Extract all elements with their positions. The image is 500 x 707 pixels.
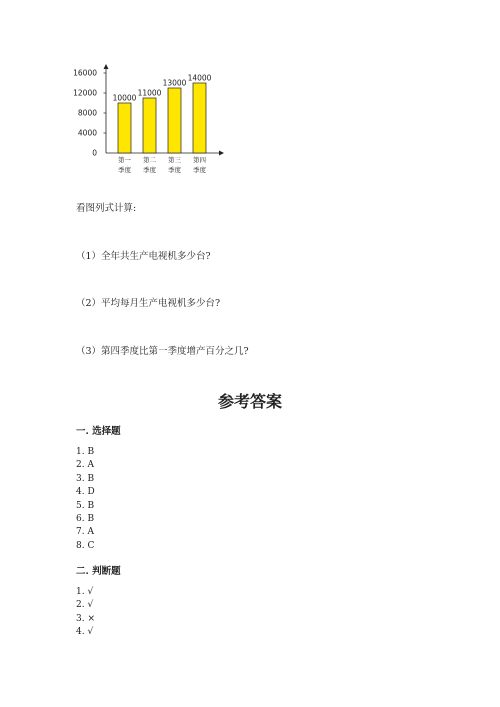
data-label: 14000: [187, 73, 212, 83]
list-item: 2. √: [76, 600, 94, 611]
list-item: 2. A: [76, 460, 94, 471]
question-prompt: 看图列式计算:: [76, 203, 137, 214]
list-item: 4. D: [76, 487, 95, 498]
list-item: 3. ×: [76, 613, 95, 624]
x-tick-label: 季度: [193, 166, 206, 174]
x-tick-label: 第二: [143, 156, 156, 164]
bar: [118, 103, 131, 153]
list-item: 8. C: [76, 540, 95, 551]
choice-answer-list: [76, 446, 95, 553]
y-tick-label: 8000: [77, 108, 97, 118]
data-label: 10000: [112, 93, 137, 103]
judge-answer-list: [76, 586, 95, 640]
list-item: 7. A: [76, 527, 94, 538]
x-tick-label: 第三: [168, 156, 181, 164]
list-item: 4. √: [76, 627, 94, 638]
answer-title: 参考答案: [217, 392, 282, 411]
x-axis-arrow: [219, 151, 224, 156]
y-tick-label: 0: [92, 148, 97, 158]
section-heading-choice: 一. 选择题: [76, 426, 121, 437]
y-tick-label: 12000: [73, 88, 97, 98]
data-label: 11000: [137, 88, 162, 98]
list-item: 3. B: [76, 473, 95, 484]
bar: [168, 88, 181, 153]
bar-chart: [68, 62, 228, 182]
list-item: 6. B: [76, 513, 95, 524]
bar: [193, 83, 206, 153]
bar: [143, 98, 156, 153]
bar-chart-svg: [68, 62, 228, 182]
x-tick-label: 第四: [193, 156, 206, 164]
question-item-2: （2）平均每月生产电视机多少台?: [76, 298, 221, 309]
question-item-3: （3）第四季度比第一季度增产百分之几?: [76, 346, 249, 357]
x-tick-label: 季度: [168, 166, 181, 174]
y-axis-arrow: [104, 64, 109, 69]
list-item: 1. √: [76, 587, 94, 597]
data-label: 13000: [162, 78, 187, 88]
y-tick-label: 16000: [73, 68, 97, 78]
question-item-1: （1）全年共生产电视机多少台?: [76, 251, 211, 262]
x-tick-label: 季度: [143, 166, 156, 174]
x-tick-label: 季度: [118, 166, 131, 174]
list-item: 5. B: [76, 500, 95, 511]
x-tick-label: 第一: [118, 156, 131, 164]
section-heading-judge: 二. 判断题: [76, 566, 121, 577]
y-tick-label: 4000: [77, 128, 97, 138]
list-item: 1. B: [76, 447, 95, 457]
